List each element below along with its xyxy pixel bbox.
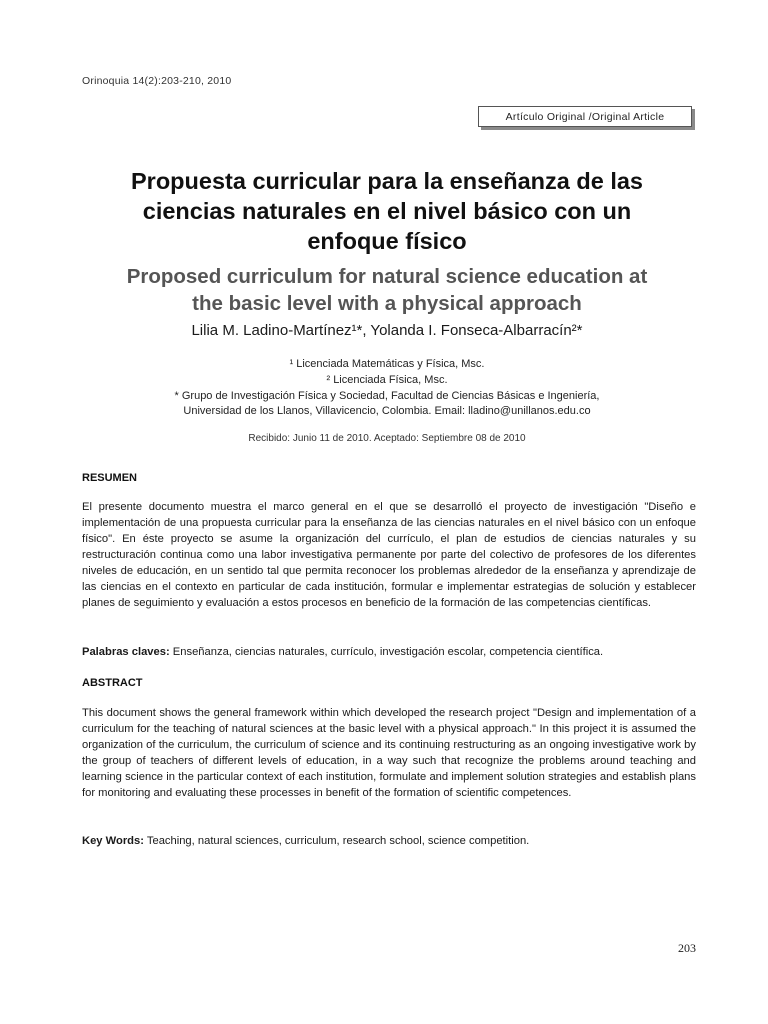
title-es-line: ciencias naturales en el nivel básico con un xyxy=(142,198,632,224)
authors: Lilia M. Ladino-Martínez¹*, Yolanda I. Fonseca-Albarracín²* xyxy=(191,322,583,339)
palabras-claves-text: Enseñanza, ciencias naturales, currículo, investigación escolar, competencia científica. xyxy=(169,646,604,658)
affiliation-group: * Grupo de Investigación Física y Sociedad, Facultad de Ciencias Básicas e Ingeniería, xyxy=(174,390,600,402)
page-number: 203 xyxy=(678,941,696,955)
resumen-heading: RESUMEN xyxy=(82,472,138,484)
palabras-claves xyxy=(82,644,696,660)
key-words xyxy=(82,833,696,849)
abstract-heading: ABSTRACT xyxy=(82,677,143,689)
affiliation-2: ² Licenciada Física, Msc. xyxy=(326,374,448,386)
title-en-line: the basic level with a physical approach xyxy=(192,292,582,315)
key-words-text: Teaching, natural sciences, curriculum, research school, science competition. xyxy=(143,835,530,847)
article-type-box xyxy=(478,106,692,127)
affiliation-university: Universidad de los Llanos, Villavicencio, Colombia. Email: lladino@unillanos.edu.co xyxy=(183,405,591,417)
title-spanish xyxy=(82,166,692,256)
journal-reference: Orinoquia 14(2):203-210, 2010 xyxy=(82,75,232,87)
abstract-body: This document shows the general framework within which developed the research project "Design and implementation of a curriculum for the teaching of natural sciences at the basic level with a physical approach." In this project it is assumed the organization of the curriculum, the curriculum of science and its continuing restructuring as an ongoing investigative work by the group of teachers of different levels of education, in a way such that recognize the problems around teaching and learning science in the particular context of each institution, formulate and implement solution strategies and establish plans for monitoring and evaluating these processes in benefit of the formation of scientific competences. xyxy=(82,707,696,799)
received-accepted-dates: Recibido: Junio 11 de 2010. Aceptado: Septiembre 08 de 2010 xyxy=(248,433,526,444)
palabras-claves-label: Palabras claves: xyxy=(82,646,170,658)
resumen-body: El presente documento muestra el marco general en el que se desarrolló el proyecto de investigación "Diseño e implementación de una propuesta curricular para la enseñanza de las ciencias naturales en el nivel básico con un enfoque físico". En éste proyecto se asume la organización del currículo, el plan de estudios de ciencias naturales y su restructuración continua como una labor investigativa permanente por parte del colectivo de profesores de los diferentes niveles de educación, en un sentido tal que permita reconocer los problemas alrededor de la enseñanza y aprendizaje de las ciencias en el contexto en particular de cada institución, formular e implementar estrategias de solución y establecer planes de seguimiento y evaluación a estos procesos en beneficio de la formación de las competencias científicas. xyxy=(82,501,696,609)
affiliation-1: ¹ Licenciada Matemáticas y Física, Msc. xyxy=(289,358,485,370)
key-words-label: Key Words: xyxy=(82,835,144,847)
title-english xyxy=(82,263,692,317)
title-es-line: Propuesta curricular para la enseñanza de las xyxy=(131,168,643,194)
title-en-line: Proposed curriculum for natural science education at xyxy=(126,265,648,288)
title-es-line: enfoque físico xyxy=(307,228,467,254)
article-type-label: Artículo Original /Original Article xyxy=(505,110,665,123)
